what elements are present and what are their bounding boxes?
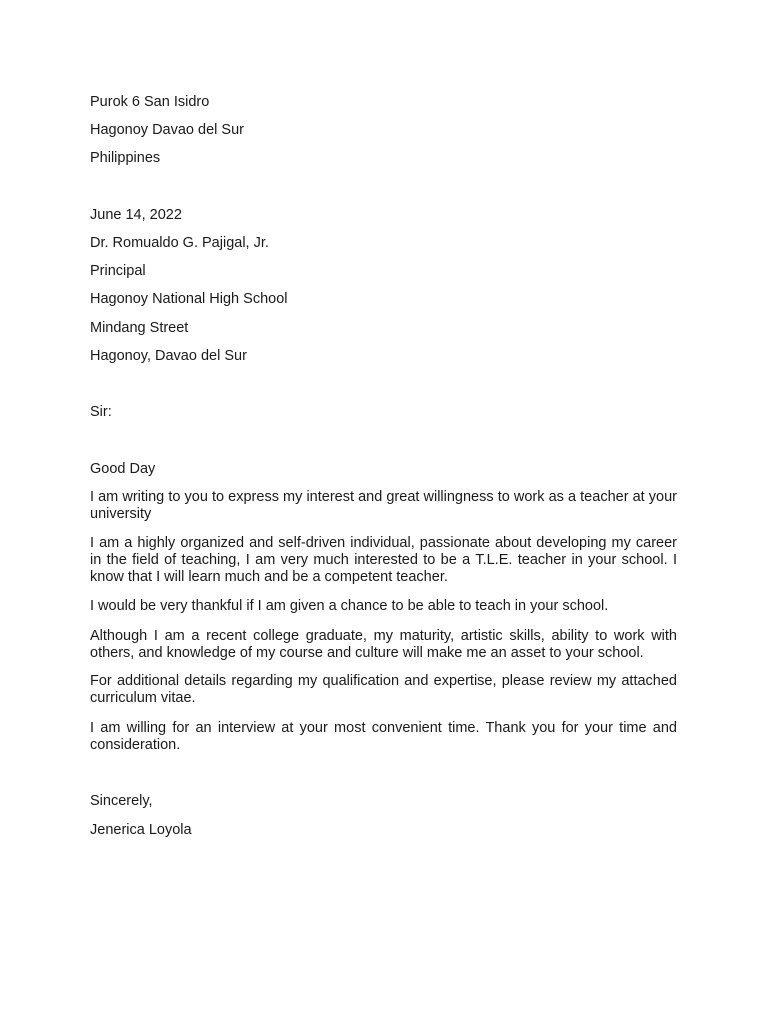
- signature-name: Jenerica Loyola: [90, 822, 192, 838]
- sender-address-line-1: Purok 6 San Isidro: [90, 94, 210, 110]
- body-paragraph-6: I am willing for an interview at your most convenient time. Thank you for your time and consideration.: [90, 720, 677, 753]
- body-paragraph-2: I am a highly organized and self-driven individual, passionate about developing my career in the field of teaching, I am very much interested to be a T.L.E. teacher in your school. I know that I will learn much and be a competent teacher.: [90, 535, 677, 585]
- closing: Sincerely,: [90, 793, 153, 809]
- recipient-title: Principal: [90, 263, 146, 279]
- salutation: Sir:: [90, 404, 112, 420]
- recipient-school: Hagonoy National High School: [90, 291, 288, 307]
- sender-address-line-3: Philippines: [90, 150, 161, 166]
- body-paragraph-5: For additional details regarding my qualification and expertise, please review my attached curriculum vitae.: [90, 673, 677, 706]
- recipient-city: Hagonoy, Davao del Sur: [90, 348, 247, 364]
- body-paragraph-4: Although I am a recent college graduate, my maturity, artistic skills, ability to work with others, and knowledge of my course and culture will make me an asset to your school.: [90, 628, 677, 661]
- greeting: Good Day: [90, 461, 156, 477]
- recipient-name: Dr. Romualdo G. Pajigal, Jr.: [90, 235, 269, 251]
- recipient-street: Mindang Street: [90, 320, 189, 336]
- body-paragraph-1: I am writing to you to express my interest and great willingness to work as a teacher at your university: [90, 489, 677, 522]
- body-paragraph-3: I would be very thankful if I am given a chance to be able to teach in your school.: [90, 598, 609, 614]
- letter-date: June 14, 2022: [90, 207, 182, 223]
- sender-address-line-2: Hagonoy Davao del Sur: [90, 122, 244, 138]
